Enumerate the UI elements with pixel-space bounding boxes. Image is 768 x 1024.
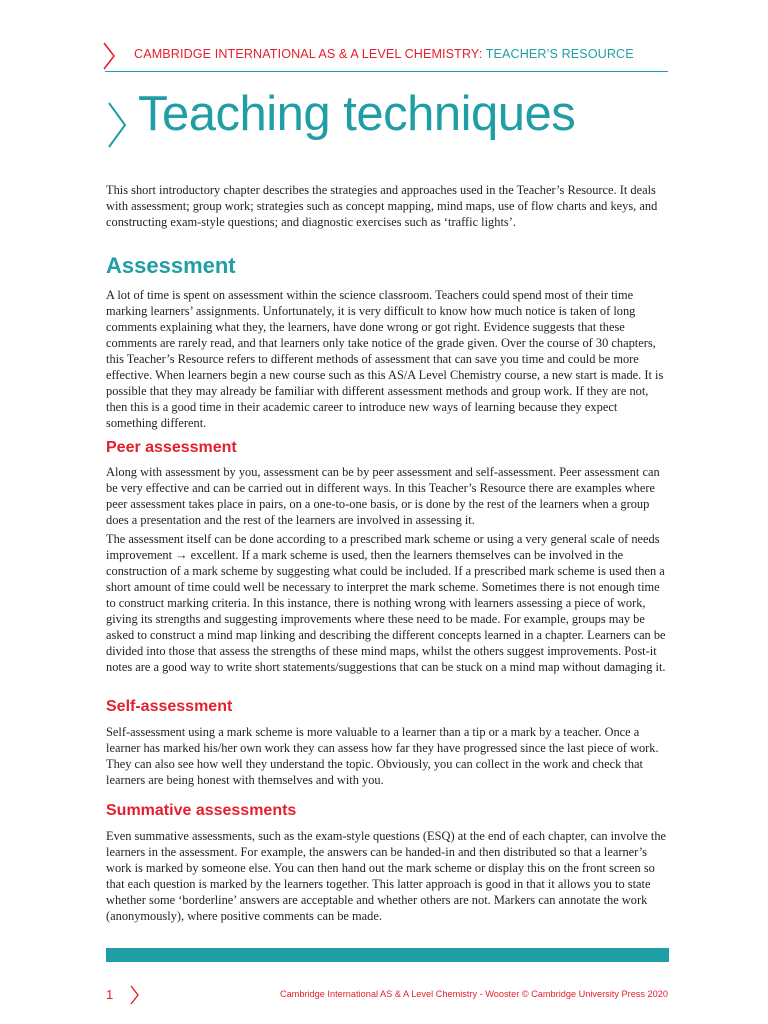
series-subtitle: TEACHER’S RESOURCE — [485, 47, 634, 61]
footer-credit: Cambridge International AS & A Level Chemistry - Wooster © Cambridge University Press 2020 — [279, 989, 668, 999]
peer-assessment-paragraph-2: The assessment itself can be done according to a prescribed mark scheme or using a very general scale of needs improvement → excellent. If a mark scheme is used, then the learners themselves can be involved in the construction of a mark scheme by suggesting what could be included. If a prescribed mark scheme is used then a short amount of time could well be necessary to interpret the mark scheme. Sometimes there is not enough time to construct marking criteria. In this instance, there is nothing wrong with learners assessing a piece of work, giving its strengths and suggesting improvements where these need to be made. For example, groups may be asked to construct a mind map linking and describing the different concepts learned in a chapter. Learners can be divided into those that assess the strengths of these mind maps, whilst the others suggest improvements. Post-it notes are a good way to write short statements/suggestions that can be stuck on a mind map without damaging it. — [106, 532, 666, 674]
subheading-peer-assessment: Peer assessment — [106, 439, 237, 456]
page-number: 1 — [106, 987, 114, 1002]
header-rule — [105, 71, 668, 72]
page-title: Teaching techniques — [138, 87, 576, 141]
summative-assessments-paragraph: Even summative assessments, such as the exam-style questions (ESQ) at the end of each chapter, can involve the learners in the assessment. For example, the answers can be handed-in and then distributed so that a learner’s work is marked by someone else. You can then hand out the mark scheme or display this on the front screen so that each question is marked by the learners together. This latter approach is good in that it allows you to state whether some ‘borderline’ answers are acceptable and whether others are not. Markers can annotate the work (anonymously), where positive comments can be made. — [106, 829, 667, 923]
footer-bar — [106, 948, 669, 962]
peer-assessment-paragraph-1: Along with assessment by you, assessment can be by peer assessment and self-assessment. Peer assessment can be very effective and can be carried out in different ways. In this Teacher’s Resource there are examples where peer assessment takes place in pairs, on a one-to-one basis, or is done by the rest of the learners when a group does a presentation and the rest of the learners are involved in assessing it. — [106, 465, 660, 527]
chevron-right-icon — [129, 984, 140, 1006]
subheading-summative-assessments: Summative assessments — [106, 802, 297, 819]
chevron-right-icon — [101, 41, 117, 71]
self-assessment-paragraph: Self-assessment using a mark scheme is more valuable to a learner than a tip or a mark by a teacher. Once a learner has marked his/her own work they can assess how far they have progressed since the last piece of work. They can also see how well they understand the topic. Obviously, you can collect in the work and check that learners are being honest with themselves and with you. — [106, 725, 659, 787]
running-header — [134, 47, 634, 61]
chevron-right-icon — [106, 100, 128, 150]
intro-paragraph: This short introductory chapter describes the strategies and approaches used in the Teacher’s Resource. It deals with assessment; group work; strategies such as concept mapping, mind maps, use of flow charts and keys, and constructing exam-style questions; and diagnostic exercises such as ‘traffic lights’. — [106, 183, 658, 229]
section-heading-assessment: Assessment — [106, 253, 236, 278]
series-title: CAMBRIDGE INTERNATIONAL AS & A LEVEL CHEMISTRY: — [134, 47, 483, 61]
subheading-self-assessment: Self-assessment — [106, 698, 233, 715]
assessment-paragraph: A lot of time is spent on assessment within the science classroom. Teachers could spend most of their time marking learners’ assignments. Unfortunately, it is very difficult to know how much notice is taken of long comments explaining what they, the learners, have done wrong or got right. Evidence suggests that these comments are rarely read, and that learners only take notice of the grade given. Over the course of 30 chapters, this Teacher’s Resource refers to different methods of assessment that can save you time and could be more effective. When learners begin a new course such as this AS/A Level Chemistry course, a new start is made. It is possible that they may already be familiar with different assessment methods and group work. If they are not, then this is a good time in their academic career to introduce new ways of learning because they expect something different. — [106, 288, 664, 430]
